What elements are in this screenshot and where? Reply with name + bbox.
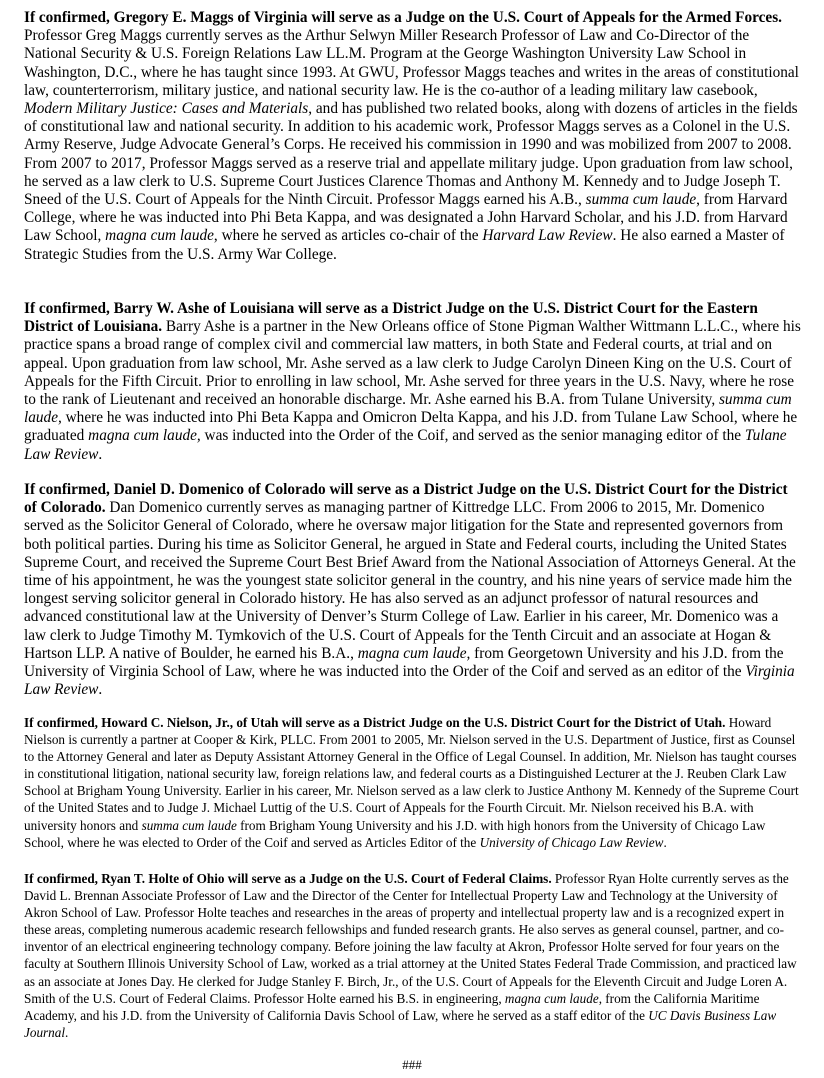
nominee-lead-ashe: If confirmed, Barry W. Ashe of Louisiana will serve as a District Judge on the U.S. District Court for the Eastern District of Louisiana. — [24, 300, 758, 336]
nominee-paragraph-ashe: If confirmed, Barry W. Ashe of Louisiana will serve as a District Judge on the U.S. District Court for the Eastern District of Louisiana. Barry Ashe is a partner in the New Orleans office of Stone Pigman Walther Wittmann L.L.C., where his practice spans a broad range of complex civil and commercial law matters, in both State and Federal courts, at trial and on appeal. Upon graduation from law school, Mr. Ashe served as a law clerk to Judge Carolyn Dineen King on the U.S. Court of Appeals for the Fifth Circuit. Prior to enrolling in law school, Mr. Ashe served for three years in the U.S. Navy, where he rose to the rank of Lieutenant and received an honorable discharge. Mr. Ashe earned his B.A. from Tulane University, summa cum laude, where he was inducted into Phi Beta Kappa and Omicron Delta Kappa, and his J.D. from Tulane Law School, where he graduated magna cum laude, was inducted into the Order of the Coif, and served as the senior managing editor of the Tulane Law Review. — [24, 300, 801, 463]
nominee-lead-domenico: If confirmed, Daniel D. Domenico of Colorado will serve as a District Judge on the U.S. District Court for the District of Colorado. — [24, 481, 788, 517]
nominee-lead-maggs: If confirmed, Gregory E. Maggs of Virginia will serve as a Judge on the U.S. Court of Appeals for the Armed Forces. — [24, 9, 782, 26]
nominee-paragraph-maggs: If confirmed, Gregory E. Maggs of Virginia will serve as a Judge on the U.S. Court of Appeals for the Armed Forces. Professor Greg Maggs currently serves as the Arthur Selwyn Miller Research Professor of Law and Co-Director of the National Security & U.S. Foreign Relations Law LL.M. Program at the George Washington University Law School in Washington, D.C., where he has taught since 1993. At GWU, Professor Maggs teaches and writes in the areas of constitutional law, counterterrorism, military justice, and national security law. He is the co-author of a leading military law casebook, Modern Military Justice: Cases and Materials, and has published two related books, along with dozens of articles in the fields of constitutional law and national security. In addition to his academic work, Professor Maggs serves as a Colonel in the U.S. Army Reserve, Judge Advocate General’s Corps. He received his commission in 1990 and was mobilized from 2007 to 2008. From 2007 to 2017, Professor Maggs served as a reserve trial and appellate military judge. Upon graduation from law school, he served as a law clerk to U.S. Supreme Court Justices Clarence Thomas and Anthony M. Kennedy and to Judge Joseph T. Sneed of the U.S. Court of Appeals for the Ninth Circuit. Professor Maggs earned his A.B., summa cum laude, from Harvard College, where he was inducted into Phi Beta Kappa, and was designated a John Harvard Scholar, and his J.D. from Harvard Law School, magna cum laude, where he served as articles co-chair of the Harvard Law Review. He also earned a Master of Strategic Studies from the U.S. Army War College. — [24, 9, 799, 263]
nominee-paragraph-nielson: If confirmed, Howard C. Nielson, Jr., of Utah will serve as a District Judge on the U.S. District Court for the District of Utah. Howard Nielson is currently a partner at Cooper & Kirk, PLLC. From 2001 to 2005, Mr. Nielson served in the U.S. Department of Justice, first as Counsel to the Attorney General and later as Deputy Assistant Attorney General in the Office of Legal Counsel. In addition, Mr. Nielson has taught courses in constitutional litigation, national security law, foreign relations law, and federal courts as a Distinguished Lecturer at the J. Reuben Clark Law School at Brigham Young University. Earlier in his career, Mr. Nielson served as a law clerk to Justice Anthony M. Kennedy of the Supreme Court of the United States and to Judge J. Michael Luttig of the U.S. Court of Appeals for the Fourth Circuit. Mr. Nielson received his B.A. with university honors and summa cum laude from Brigham Young University and his J.D. with high honors from the University of Chicago Law School, where he was elected to Order of the Coif and served as Articles Editor of the University of Chicago Law Review. — [24, 715, 799, 850]
nominee-paragraph-holte: If confirmed, Ryan T. Holte of Ohio will serve as a Judge on the U.S. Court of Federal Claims. Professor Ryan Holte currently serves as the David L. Brennan Associate Professor of Law and the Director of the Center for Intellectual Property Law and Technology at the University of Akron School of Law. Professor Holte teaches and researches in the areas of property and intellectual property law and is a recognized expert in these areas, completing numerous academic research fellowships and funded research grants. He also serves as general counsel, partner, and co-inventor of an electrical engineering technology company. Before joining the law faculty at Akron, Professor Holte served for four years on the faculty at Southern Illinois University School of Law, worked as a trial attorney at the United States Federal Trade Commission, and practiced law as an associate at Jones Day. He clerked for Judge Stanley F. Birch, Jr., of the U.S. Court of Appeals for the Eleventh Circuit and Judge Loren A. Smith of the U.S. Court of Federal Claims. Professor Holte earned his B.S. in engineering, magna cum laude, from the California Maritime Academy, and his J.D. from the University of California Davis School of Law, where he served as a staff editor of the UC Davis Business Law Journal. — [24, 871, 797, 1040]
end-mark: ### — [402, 1057, 422, 1072]
nominee-paragraph-domenico: If confirmed, Daniel D. Domenico of Colorado will serve as a District Judge on the U.S. District Court for the District of Colorado. Dan Domenico currently serves as managing partner of Kittredge LLC. From 2006 to 2015, Mr. Domenico served as the Solicitor General of Colorado, where he oversaw major litigation for the State and represented governors from both political parties. During his time as Solicitor General, he argued in State and Federal courts, including the United States Supreme Court, and received the Supreme Court Best Brief Award from the National Association of Attorneys General. At the time of his appointment, he was the youngest state solicitor general in the country, and his nine years of service made him the longest serving solicitor general in Colorado history. He has also served as an adjunct professor of natural resources and advanced constitutional law at the University of Denver’s Sturm College of Law. Earlier in his career, Mr. Domenico was a law clerk to Judge Timothy M. Tymkovich of the U.S. Court of Appeals for the Tenth Circuit and an associate at Hogan & Hartson LLP. A native of Boulder, he earned his B.A., magna cum laude, from Georgetown University and his J.D. from the University of Virginia School of Law, where he was inducted into the Order of the Coif and served as an editor of the Virginia Law Review. — [24, 481, 796, 699]
nominee-lead-nielson: If confirmed, Howard C. Nielson, Jr., of Utah will serve as a District Judge on the U.S. District Court for the District of Utah. — [24, 715, 726, 730]
nominee-lead-holte: If confirmed, Ryan T. Holte of Ohio will serve as a Judge on the U.S. Court of Federal Claims. — [24, 871, 552, 886]
